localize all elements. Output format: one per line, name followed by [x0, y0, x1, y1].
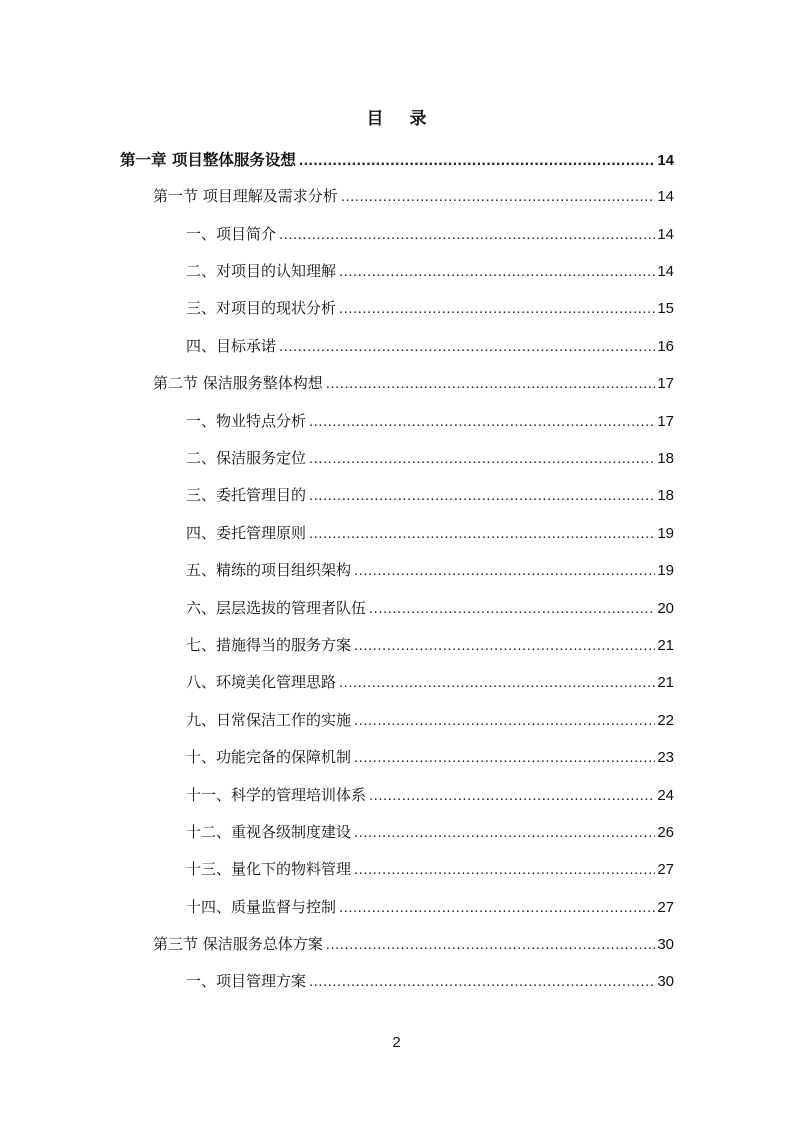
toc-entry-page: 20 — [657, 600, 674, 617]
toc-entry-page: 14 — [657, 188, 674, 205]
toc-entry-label: 一、项目简介 — [186, 225, 277, 243]
dot-leader — [339, 263, 655, 280]
toc-entry-label: 六、层层选拔的管理者队伍 — [186, 599, 367, 617]
toc-entry-label: 四、目标承诺 — [186, 337, 277, 355]
toc-entry-label: 一、物业特点分析 — [186, 412, 307, 430]
toc-entry-page: 26 — [657, 824, 674, 841]
dot-leader — [309, 973, 655, 990]
toc-entry[interactable] — [186, 858, 674, 884]
toc-entry-label: 十一、科学的管理培训体系 — [186, 786, 367, 804]
toc-entry-label: 十三、量化下的物料管理 — [186, 860, 352, 878]
toc-entry-label: 三、委托管理目的 — [186, 486, 307, 504]
toc-entry-page: 22 — [657, 712, 674, 729]
toc-entry-page: 27 — [657, 899, 674, 916]
dot-leader — [339, 674, 655, 691]
dot-leader — [326, 936, 656, 953]
toc-entry-page: 14 — [657, 226, 674, 243]
dot-leader — [354, 562, 655, 579]
toc-entry-page: 21 — [657, 674, 674, 691]
toc-title: 目 录 — [366, 109, 437, 129]
toc-entry-label: 八、环境美化管理思路 — [186, 673, 337, 691]
toc-entry[interactable] — [186, 522, 674, 548]
toc-entry[interactable] — [186, 260, 674, 286]
toc-entry-page: 14 — [657, 152, 674, 169]
dot-leader — [279, 226, 655, 243]
toc-entry-label: 四、委托管理原则 — [186, 524, 307, 542]
toc-entry-page: 18 — [657, 487, 674, 504]
dot-leader — [354, 861, 655, 878]
toc-entry-page: 21 — [657, 637, 674, 654]
page-number: 2 — [392, 1034, 401, 1051]
toc-entry-page: 14 — [657, 263, 674, 280]
toc-entry-page: 16 — [657, 338, 674, 355]
dot-leader — [326, 375, 656, 392]
toc-entry-label: 第一章 项目整体服务设想 — [120, 151, 296, 169]
toc-entry-page: 30 — [657, 936, 674, 953]
toc-entry-label: 九、日常保洁工作的实施 — [186, 711, 352, 729]
toc-entry[interactable] — [186, 634, 674, 660]
toc-entry-label: 第三节 保洁服务总体方案 — [153, 935, 323, 953]
dot-leader — [354, 824, 655, 841]
toc-entry-label: 十二、重视各级制度建设 — [186, 823, 352, 841]
toc-entry-label: 第二节 保洁服务整体构想 — [153, 374, 323, 392]
toc-entry-page: 30 — [657, 973, 674, 990]
dot-leader — [354, 712, 655, 729]
toc-entry-label: 五、精练的项目组织架构 — [186, 561, 352, 579]
dot-leader — [369, 787, 655, 804]
dot-leader — [309, 413, 655, 430]
dot-leader — [309, 487, 655, 504]
toc-entry-label: 二、保洁服务定位 — [186, 449, 307, 467]
toc-entry-label: 十四、质量监督与控制 — [186, 898, 337, 916]
toc-entry[interactable] — [186, 671, 674, 697]
dot-leader — [354, 637, 655, 654]
dot-leader — [341, 188, 656, 205]
toc-entry-page: 15 — [657, 300, 674, 317]
toc-entry[interactable] — [186, 297, 674, 323]
toc-entry[interactable] — [186, 896, 674, 922]
dot-leader — [309, 450, 655, 467]
dot-leader — [279, 338, 655, 355]
toc-entry[interactable] — [186, 746, 674, 772]
toc-entry-label: 三、对项目的现状分析 — [186, 299, 337, 317]
toc-entry[interactable] — [153, 185, 674, 211]
toc-entry[interactable] — [186, 335, 674, 361]
toc-entry-label: 第一节 项目理解及需求分析 — [153, 187, 338, 205]
toc-entry[interactable] — [186, 410, 674, 436]
toc-entry-page: 19 — [657, 562, 674, 579]
toc-entry[interactable] — [186, 709, 674, 735]
toc-entry[interactable] — [186, 784, 674, 810]
toc-entry-label: 一、项目管理方案 — [186, 972, 307, 990]
toc-entry-label: 十、功能完备的保障机制 — [186, 748, 352, 766]
toc-entry[interactable] — [186, 597, 674, 623]
toc-entry-page: 17 — [657, 375, 674, 392]
toc-entry-page: 23 — [657, 749, 674, 766]
toc-entry-label: 七、措施得当的服务方案 — [186, 636, 352, 654]
toc-entry[interactable] — [120, 148, 674, 174]
toc-entry-page: 24 — [657, 787, 674, 804]
toc-entry-page: 27 — [657, 861, 674, 878]
toc-entry-page: 18 — [657, 450, 674, 467]
dot-leader — [299, 152, 655, 170]
toc-entry[interactable] — [186, 821, 674, 847]
toc-entry[interactable] — [186, 223, 674, 249]
toc-entry-label: 二、对项目的认知理解 — [186, 262, 337, 280]
dot-leader — [339, 899, 655, 916]
toc-entry-page: 19 — [657, 525, 674, 542]
toc-entry[interactable] — [186, 970, 674, 996]
toc-entry[interactable] — [153, 372, 674, 398]
toc-entry[interactable] — [153, 933, 674, 959]
toc-entry[interactable] — [186, 559, 674, 585]
dot-leader — [369, 600, 655, 617]
toc-entry[interactable] — [186, 484, 674, 510]
toc-entry[interactable] — [186, 447, 674, 473]
dot-leader — [354, 749, 655, 766]
toc-entry-page: 17 — [657, 413, 674, 430]
dot-leader — [339, 300, 655, 317]
dot-leader — [309, 525, 655, 542]
